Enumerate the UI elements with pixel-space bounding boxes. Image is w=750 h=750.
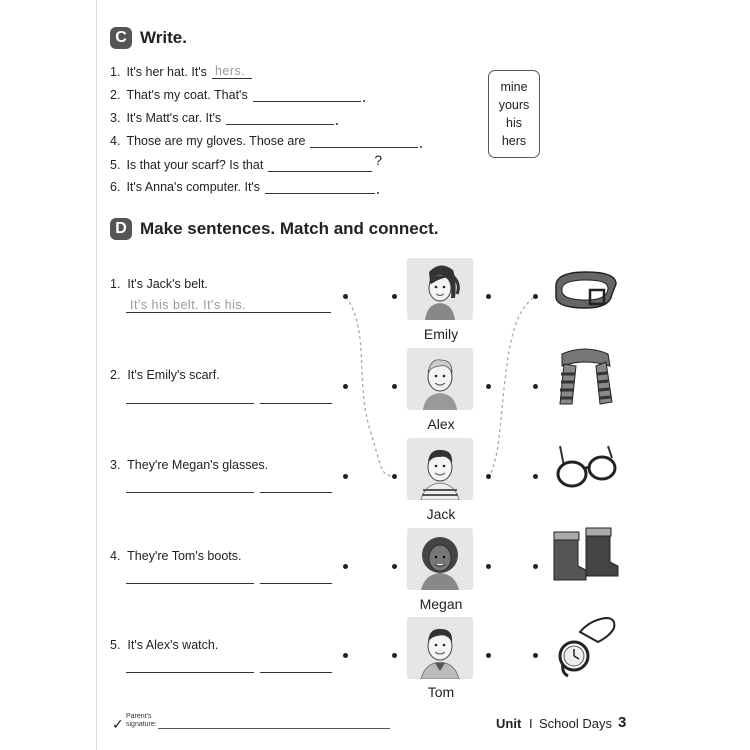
- match-dot[interactable]: [486, 564, 491, 569]
- glasses-icon: [550, 436, 620, 498]
- match-dot[interactable]: [343, 564, 348, 569]
- item-number: 5.: [110, 638, 121, 652]
- item-text: That's my coat. That's: [126, 88, 248, 102]
- item-text: It's Alex's watch.: [127, 638, 219, 652]
- item-number: 4.: [110, 549, 121, 563]
- match-dot[interactable]: [392, 653, 397, 658]
- signature-label-line-2: signature:: [126, 721, 157, 728]
- section-d-letter: D: [110, 218, 132, 240]
- item-text: It's Matt's car. It's: [126, 111, 222, 125]
- question-mark: ?: [374, 152, 383, 168]
- signature-label: [126, 713, 157, 729]
- person-name-megan: Megan: [419, 596, 463, 612]
- person-name-emily: Emily: [423, 326, 459, 342]
- match-dot[interactable]: [343, 653, 348, 658]
- dashed-connector-left: [346, 297, 394, 478]
- watch-icon: [550, 616, 620, 678]
- scarf-icon: [550, 346, 620, 408]
- item-text: It's Jack's belt.: [127, 277, 208, 291]
- person-name-jack: Jack: [426, 506, 456, 522]
- item-number: 1.: [110, 65, 121, 79]
- section-d-title: Make sentences. Match and connect.: [140, 219, 439, 238]
- item-text: They're Megan's glasses.: [127, 458, 269, 472]
- match-dot[interactable]: [533, 653, 538, 658]
- match-dot[interactable]: [533, 384, 538, 389]
- word: yours: [498, 98, 530, 112]
- d-item-1-answer: It's his belt. It's his.: [130, 298, 247, 312]
- match-dot[interactable]: [343, 384, 348, 389]
- item-number: 2.: [110, 88, 121, 102]
- match-dot[interactable]: [533, 474, 538, 479]
- match-dot[interactable]: [392, 384, 397, 389]
- boots-icon: [550, 526, 620, 588]
- tom-portrait: [407, 617, 473, 679]
- person-name-alex: Alex: [427, 416, 455, 432]
- alex-portrait: [407, 348, 473, 410]
- match-dot[interactable]: [486, 384, 491, 389]
- unit-topic: School Days: [539, 716, 612, 731]
- item-text: They're Tom's boots.: [127, 549, 242, 563]
- item-text: Those are my gloves. Those are: [126, 134, 306, 148]
- megan-portrait: [407, 528, 473, 590]
- item-number: 5.: [110, 158, 121, 172]
- section-c-letter: C: [110, 27, 132, 49]
- match-dot[interactable]: [392, 474, 397, 479]
- dashed-connector-right: [488, 297, 535, 478]
- item-text: It's her hat. It's: [126, 65, 207, 79]
- item-number: 4.: [110, 134, 121, 148]
- section-c-title: Write.: [140, 28, 187, 47]
- match-dot[interactable]: [392, 564, 397, 569]
- page-number: 3: [618, 714, 627, 731]
- item-number: 3.: [110, 458, 121, 472]
- person-name-tom: Tom: [427, 684, 455, 700]
- signature-line[interactable]: [158, 728, 390, 729]
- unit-number: I: [529, 716, 533, 731]
- signature-label-line-1: Parent's: [126, 713, 152, 720]
- word: his: [506, 116, 522, 130]
- item-number: 2.: [110, 368, 121, 382]
- belt-icon: [550, 264, 620, 326]
- item-text: It's Anna's computer. It's: [126, 180, 261, 194]
- jack-portrait: [407, 438, 473, 500]
- emily-portrait: [407, 258, 473, 320]
- item-text: It's Emily's scarf.: [127, 368, 220, 382]
- word: hers: [501, 134, 527, 148]
- word: mine: [500, 80, 528, 94]
- answer-text: hers.: [214, 64, 246, 78]
- match-dot[interactable]: [533, 294, 538, 299]
- item-number: 6.: [110, 180, 121, 194]
- check-icon: ✓: [112, 716, 124, 732]
- match-dot[interactable]: [533, 564, 538, 569]
- match-dot[interactable]: [486, 653, 491, 658]
- unit-label: Unit: [496, 716, 522, 731]
- item-text: Is that your scarf? Is that: [126, 158, 264, 172]
- item-number: 1.: [110, 277, 121, 291]
- match-dot[interactable]: [486, 474, 491, 479]
- match-dot[interactable]: [392, 294, 397, 299]
- match-dot[interactable]: [486, 294, 491, 299]
- item-number: 3.: [110, 111, 121, 125]
- match-dot[interactable]: [343, 294, 348, 299]
- match-dot[interactable]: [343, 474, 348, 479]
